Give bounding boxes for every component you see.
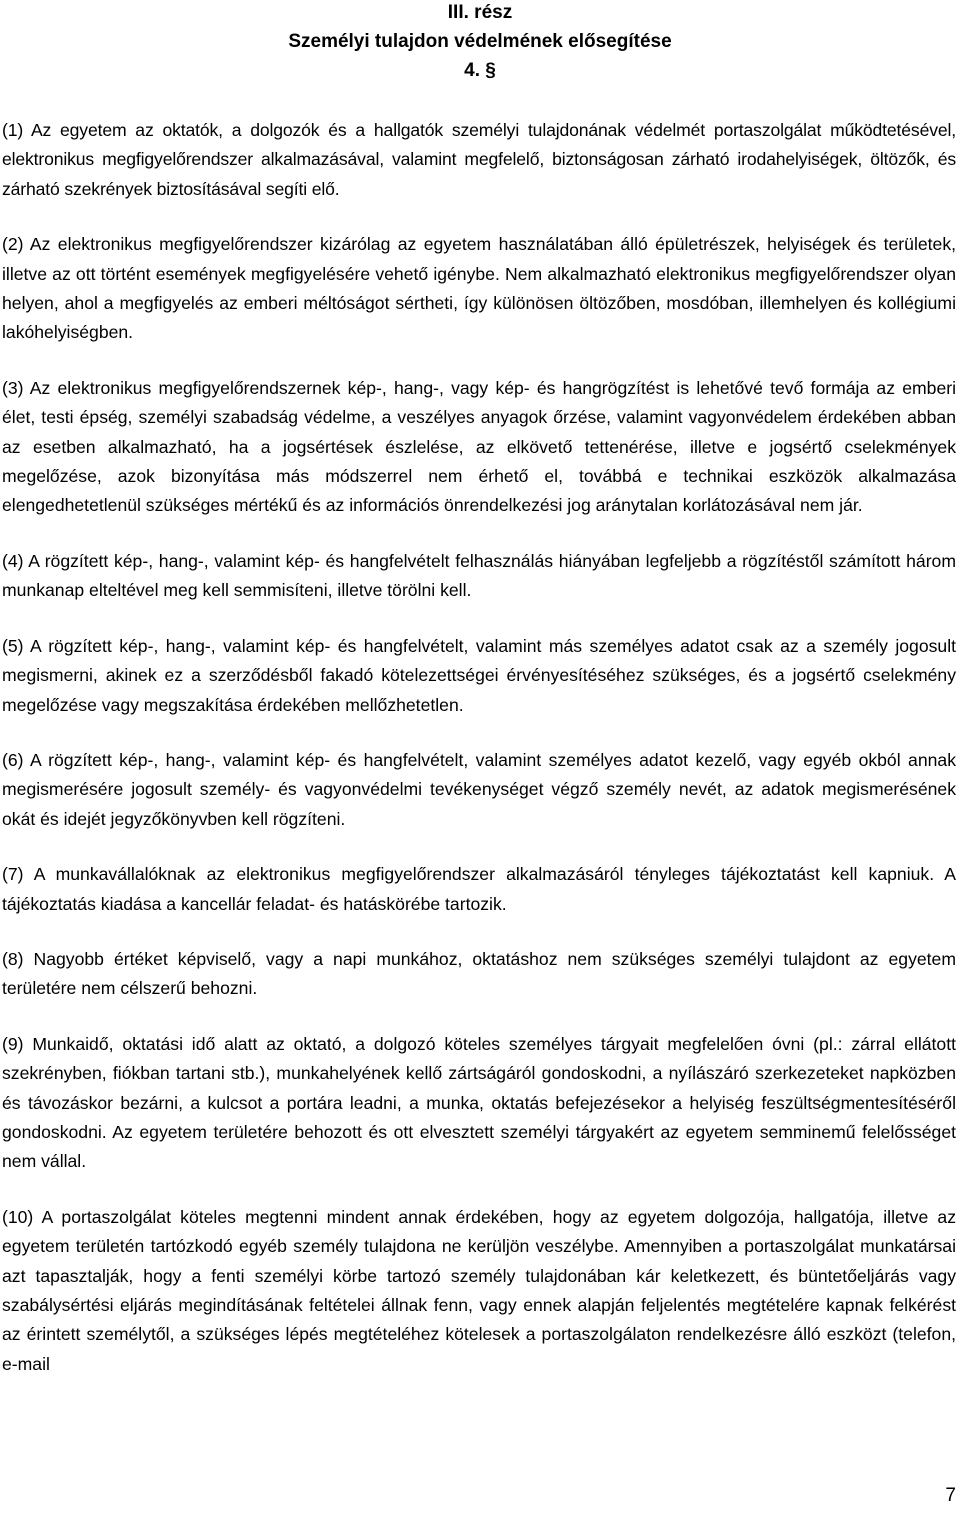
paragraph-10: (10) A portaszolgálat köteles megtenni mindent annak érdekében, hogy az egyetem dolgozója, hallgatója, illetve az egyetem területén tartózkodó egyéb személy tulajdona ne kerüljön veszélybe. Amennyiben a portaszolgálat munkatársai azt tapasztalják, hogy a fenti személyi körbe tartozó személy tulajdonában kár keletkezett, és büntetőeljárás vagy szabálysértési eljárás megindításának feltételei állnak fenn, vagy ennek alapján feljelentés megtételére kapnak felkérést az érintett személytől, a szükséges lépés megtételéhez kötelesek a portaszolgálaton rendelkezésre álló eszközt (telefon, e-mail <box>2 1206 956 1374</box>
paragraph-9: (9) Munkaidő, oktatási idő alatt az oktató, a dolgozó köteles személyes tárgyait megfelelően óvni (pl.: zárral ellátott szekrényben, fiókban tartani stb.), munkahelyének kellő zártságáról gondoskodni, a nyílászáró szerkezeteket napközben és távozáskor bezárni, a kulcsot a portára leadni, a munka, oktatás befejezésekor a helyiség feszültségmentesítéséről gondoskodni. Az egyetem területére behozott és ott elvesztett személyi tárgyakért az egyetem semminemű felelősséget nem vállal. <box>2 1033 956 1172</box>
paragraph-5: (5) A rögzített kép-, hang-, valamint kép- és hangfelvételt, valamint más személyes adatot csak az a személy jogosult megismerni, akinek ez a szerződésből fakadó kötelezettségei érvényesítéséhez szükséges, és a jogsértő cselekmény megelőzése vagy megszakítása érdekében mellőzhetetlen. <box>2 635 956 715</box>
section-number: 4. § <box>464 60 496 81</box>
paragraph-3: (3) Az elektronikus megfigyelőrendszernek kép-, hang-, vagy kép- és hangrögzítést is lehetővé tevő formája az emberi élet, testi épség, személyi szabadság védelme, a veszélyes anyagok őrzése, valamint vagyonvédelem érdekében abban az esetben alkalmazható, ha a jogsértések észlelése, az elkövető tettenérése, illetve e jogsértő cselekmények megelőzése, azok bizonyítása más módszerrel nem érhető el, továbbá e technikai eszközök alkalmazása elengedhetetlenül szükséges mértékű és az információs önrendelkezési jog aránytalan korlátozásával nem jár. <box>2 377 956 516</box>
paragraph-1: (1) Az egyetem az oktatók, a dolgozók és a hallgatók személyi tulajdonának védelmét portaszolgálat működtetésével, elektronikus megfigyelőrendszer alkalmazásával, valamint megfelelő, biztonságosan zárható irodahelyiségek, öltözők, és zárható szekrények biztosításával segíti elő. <box>2 120 956 199</box>
paragraph-7: (7) A munkavállalóknak az elektronikus megfigyelőrendszer alkalmazásáról tényleges tájékoztatást kell kapniuk. A tájékoztatás kiadása a kancellár feladat- és hatáskörébe tartozik. <box>2 864 956 914</box>
part-heading: III. rész <box>447 2 513 23</box>
paragraph-4: (4) A rögzített kép-, hang-, valamint kép- és hangfelvételt felhasználás hiányában legfeljebb a rögzítéstől számított három munkanap elteltével meg kell semmisíteni, illetve törölni kell. <box>2 550 956 601</box>
document-body <box>2 116 956 1405</box>
section-header <box>0 0 960 85</box>
paragraph-2: (2) Az elektronikus megfigyelőrendszer kizárólag az egyetem használatában álló épületrészek, helyiségek és területek, illetve az ott történt események megfigyelésére vehető igénybe. Nem alkalmazható elektronikus megfigyelőrendszer olyan helyen, ahol a megfigyelés az emberi méltóságot sértheti, így különösen öltözőben, mosdóban, illemhelyen és kollégiumi lakóhelyiségben. <box>2 234 956 343</box>
paragraph-6: (6) A rögzített kép-, hang-, valamint kép- és hangfelvételt, valamint személyes adatot kezelő, vagy egyéb okból annak megismerésére jogosult személy- és vagyonvédelmi tevékenységet végző személy nevét, az adatok megismerésének okát és idejét jegyzőkönyvben kell rögzíteni. <box>2 749 956 829</box>
paragraph-8: (8) Nagyobb értéket képviselő, vagy a napi munkához, oktatáshoz nem szükséges személyi tulajdont az egyetem területére nem célszerű behozni. <box>2 948 956 999</box>
section-title: Személyi tulajdon védelmének elősegítése <box>288 31 672 52</box>
page-number: 7 <box>945 1485 956 1506</box>
